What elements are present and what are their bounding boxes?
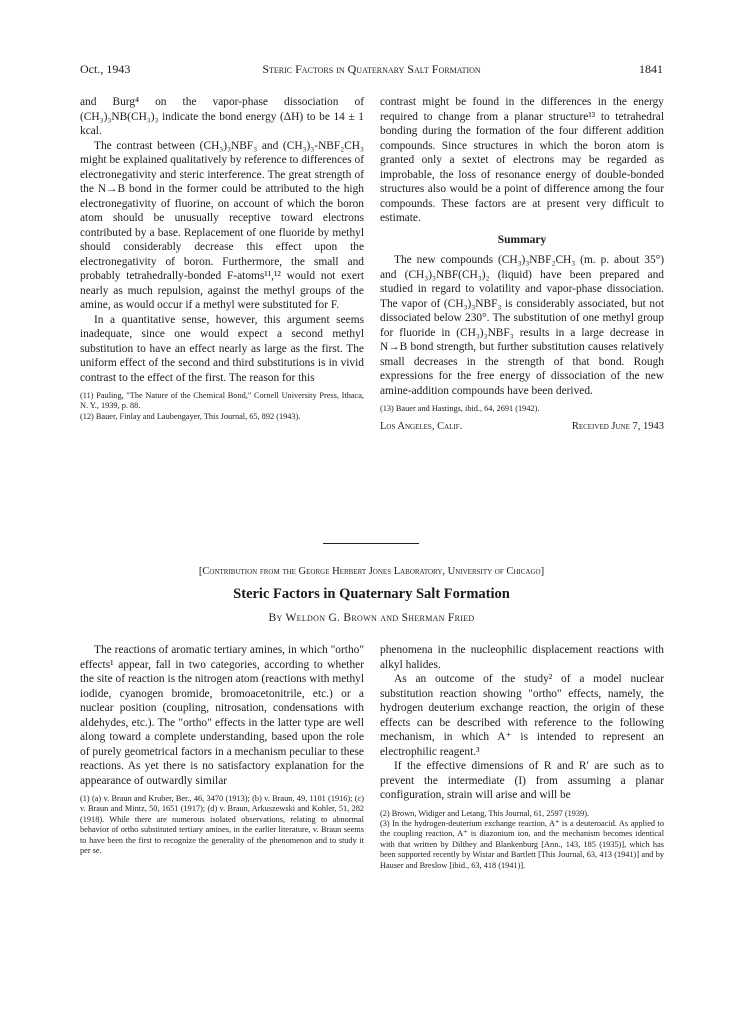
- paragraph: The reactions of aromatic tertiary amines, in which "ortho" effects¹ appear, fall in two categories, according to whether the site of reaction is the nitrogen atom (reactions with methyl iodide, cyanogen bromide, bromoacetonitrile, etc.) or a nuclear position (coupling, nitrosation, condensations with aldehydes, etc.). The "ortho" effects in the latter type are well along toward a complete understanding, based upon the role of purely geometrical factors in a mechanism peculiar to these reactions. As yet there is no satisfactory explanation for the appearance of outwardly similar: [80, 644, 364, 787]
- paragraph: and Burg⁴ on the vapor-phase dissociation of (CH₃)₃NB(CH₃)₃ indicate the bond energy (ΔH) to be 14 ± 1 kcal.: [80, 96, 364, 137]
- article-title: Steric Factors in Quaternary Salt Formation: [233, 586, 510, 602]
- footnote: (12) Bauer, Finlay and Laubengayer, This Journal, 65, 892 (1943).: [80, 411, 301, 421]
- top-left-column: [80, 95, 364, 422]
- footnote: (1) (a) v. Braun and Kruber, Ber., 46, 3470 (1913); (b) v. Braun, 49, 1101 (1916); (c) v. Braun and Mintz, 50, 1651 (1917); (d) v. Braun, Arkuszewski and Kohler, 51, 282 (1918). While there are numerous isolated observations, relating to abnormal behavior of ortho substituted tertiary amines, in the earlier literature, v. Braun seems to have been the first to recognize the generality of the phenomenon and to study it per se.: [80, 794, 364, 856]
- paragraph: In a quantitative sense, however, this argument seems inadequate, since one would expect a second methyl substitution to have an effect nearly as large as the first. The uniform effect of the second and third substitutions is in vivid contrast to the effect of the first. The reason for this: [80, 313, 364, 384]
- footnote: (13) Bauer and Hastings, ibid., 64, 2691 (1942).: [380, 404, 540, 413]
- paragraph: If the effective dimensions of R and R′ are such as to prevent the intermediate (I) from assuming a planar configuration, strain will arise and will be: [380, 760, 664, 801]
- paragraph: As an outcome of the study² of a model nuclear substitution reaction showing "ortho" effects, namely, the hydrogen deuterium exchange reaction, the origin of these effects can be described with reference to the following mechanism, in which A⁺ is intended to represent an electrophilic reagent.³: [380, 673, 664, 758]
- article-byline: By Weldon G. Brown and Sherman Fried: [268, 612, 475, 624]
- received-date: Received June 7, 1943: [571, 421, 664, 433]
- footnotes: [80, 391, 364, 422]
- bottom-left-column: [80, 643, 364, 856]
- header-page-number: 1841: [639, 62, 663, 76]
- footnote: (11) Pauling, "The Nature of the Chemical Bond," Cornell University Press, Ithaca, N. Y., 1939, p. 88.: [80, 391, 364, 411]
- bottom-right-column: [380, 643, 664, 871]
- summary-paragraph: The new compounds (CH₃)₃NBF₂CH₃ (m. p. about 35°) and (CH₃)₃NBF(CH₃)₂ (liquid) have been prepared and studied in regard to volatility and vapor-phase dissociation. The vapor of (CH₃)₃NBF₃ is considerably associated, but not dissociated below 230°. The substitution of one methyl group for fluoride in (CH₃)₃NBF₃ results in a large decrease in N→B bond strength, but further substitution causes relatively small decreases in the strength of that bond. Rough expressions for the free energy of dissociation of the new amine-addition compounds have been derived.: [380, 254, 664, 397]
- running-header: [80, 62, 663, 78]
- paragraph: The contrast between (CH₃)₃NBF₃ and (CH₃)₃-NBF₂CH₃ might be explained qualitatively by reference to differences of electronegativity and steric interference. The great strength of the N→B bond in the former could be attributed to the high electronegativity of fluorine, on account of which the boron atom should be unusually receptive toward electrons contributed by a base. Replacement of one fluoride by methyl should considerably decrease this effect upon the electronegativity of boron. Furthermore, the small and probably tetrahedrally-bonded F-atoms¹¹,¹² would not exert nearly as much repulsion, against the methyl groups of the amine, as would occur if a methyl were substituted for F.: [80, 139, 364, 311]
- contribution-line: [Contribution from the George Herbert Jones Laboratory, University of Chicago]: [198, 566, 545, 577]
- section-divider: [323, 543, 419, 544]
- footnotes: [380, 809, 664, 871]
- top-right-column: [380, 95, 664, 434]
- header-running-title: Steric Factors in Quaternary Salt Formation: [262, 62, 481, 76]
- summary-heading: Summary: [497, 233, 547, 246]
- header-date: Oct., 1943: [80, 62, 131, 76]
- footnote: (3) In the hydrogen-deuterium exchange reaction, A⁺ is a deuteroacid. As applied to the coupling reaction, A⁺ is diazonium ion, and the mechanism becomes identical with that written by Dilthey and Blankenburg [Ann., 143, 185 (1935)], which has been supported recently by Wistar and Bartlett [This Journal, 63, 413 (1941)] and by Hauser and Breslow [ibid., 63, 418 (1941)].: [380, 818, 664, 870]
- paragraph: contrast might be found in the differences in the energy required to change from a planar structure¹³ to tetrahedral bonding during the formation of the four different addition compounds. Since structures in which the boron atom is granted only a sextet of electrons may be regarded as improbable, the loss of resonance energy of double-bonded structures also would be a point of difference among the four compounds. These factors are at present very difficult to estimate.: [380, 96, 664, 224]
- paragraph: phenomena in the nucleophilic displacement reactions with alkyl halides.: [380, 644, 664, 671]
- location: Los Angeles, Calif.: [380, 421, 463, 433]
- footnote: (2) Brown, Widiger and Letang, This Journal, 61, 2597 (1939).: [380, 808, 590, 818]
- footnotes: [80, 794, 364, 856]
- received-line: [380, 420, 664, 434]
- footnotes: [380, 404, 664, 414]
